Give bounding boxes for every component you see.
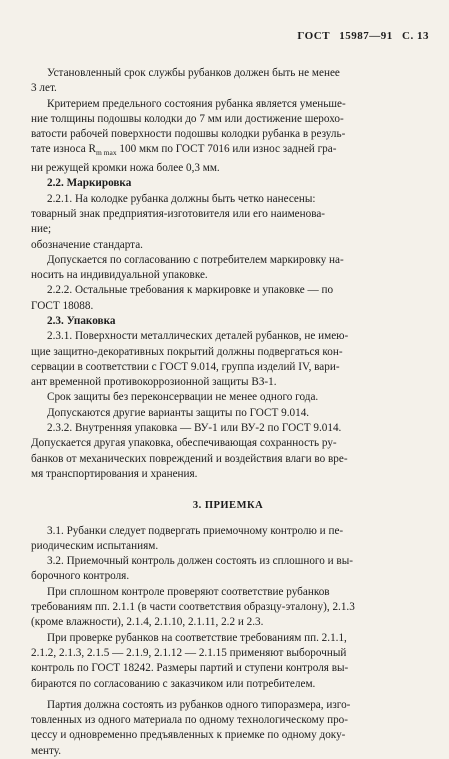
text-line: ни режущей кромки ножа более 0,3 мм. <box>31 162 220 175</box>
header-page: С. 13 <box>402 30 429 42</box>
text-line: Допускается по согласованию с потребителем маркировку на- <box>47 253 344 266</box>
text-line: Допускается другая упаковка, обеспечивающая сохранность ру- <box>31 437 337 450</box>
subscript: m max <box>95 148 117 158</box>
text-line: контроль по ГОСТ 18242. Размеры партий и ступени контроля вы- <box>31 662 349 675</box>
text-line: сервации в соответствии с ГОСТ 9.014, группа изделий IV, вари- <box>31 360 340 373</box>
text-line: 3.2. Приемочный контроль должен состоять из сплошного и вы- <box>47 555 353 568</box>
section-title-acceptance: 3. ПРИЕМКА <box>192 500 264 512</box>
text-line: Критерием предельного состояния рубанка является уменьше- <box>47 97 346 110</box>
document-body <box>31 66 425 759</box>
header-number: 15987—91 <box>339 30 393 42</box>
text-line: борочного контроля. <box>31 570 130 583</box>
text-fragment: 100 мкм по ГОСТ 7016 или износ задней гра- <box>116 143 337 156</box>
text-line: 2.1.2, 2.1.3, 2.1.5 — 2.1.9, 2.1.12 — 2.1.15 применяют выборочный <box>31 646 347 659</box>
text-line: ватости рабочей поверхности подошвы колодки рубанка в резуль- <box>31 128 346 141</box>
text-line: ГОСТ 18088. <box>31 299 94 312</box>
section-heading-marking: 2.2. Маркировка <box>47 177 132 190</box>
text-line: банков от механических повреждений и воздействия влаги во вре- <box>31 452 348 465</box>
text-line: носить на индивидуальной упаковке. <box>31 269 208 282</box>
text-line: При сплошном контроле проверяют соответствие рубанков <box>47 585 330 598</box>
text-line: ант временной противокоррозионной защиты ВЗ-1. <box>31 376 277 389</box>
text-line: ние; <box>31 223 52 236</box>
text-line: ние толщины подошвы колодки до 7 мм или достижение шерохо- <box>31 112 344 125</box>
header-standard: ГОСТ <box>297 30 331 42</box>
text-line: При проверке рубанков на соответствие требованиям пп. 2.1.1, <box>47 631 347 644</box>
text-line: мя транспортирования и хранения. <box>31 467 198 480</box>
text-line: 2.3.2. Внутренняя упаковка — ВУ-1 или ВУ-2 по ГОСТ 9.014. <box>47 422 342 435</box>
text-line: менту. <box>31 744 62 757</box>
text-line: бираются по согласованию с заказчиком или потребителем. <box>31 677 316 690</box>
text-line: щие защитно-декоративных покрытий должны подвергаться кон- <box>31 345 343 358</box>
text-line: товарный знак предприятия-изготовителя или его наименова- <box>31 207 326 220</box>
text-line: Партия должна состоять из рубанков одного типоразмера, изго- <box>47 698 351 711</box>
text-line: 3 лет. <box>31 82 57 95</box>
text-line: цессу и одновременно предъявленных к приемке по одному доку- <box>31 729 346 742</box>
text-fragment: тате износа R <box>31 143 96 156</box>
text-line: (кроме влажности), 2.1.4, 2.1.10, 2.1.11, 2.2 и 2.3. <box>31 616 264 629</box>
text-line: Срок защиты без переконсервации не менее одного года. <box>47 391 319 404</box>
page-header <box>291 30 429 42</box>
text-line: Допускаются другие варианты защиты по ГОСТ 9.014. <box>47 406 310 419</box>
text-line: требованиям пп. 2.1.1 (в части соответствия образцу-эталону), 2.1.3 <box>31 601 355 614</box>
text-line: риодическим испытаниям. <box>31 539 159 552</box>
text-line-formula <box>31 142 425 161</box>
text-line: обозначение стандарта. <box>31 238 143 251</box>
text-line: 2.3.1. Поверхности металлических деталей рубанков, не имею- <box>47 330 349 343</box>
text-line: товленных из одного материала по одному технологическому про- <box>31 714 348 727</box>
text-line: 3.1. Рубанки следует подвергать приемочному контролю и пе- <box>47 524 344 537</box>
text-line: 2.2.2. Остальные требования к маркировке и упаковке — по <box>47 284 334 297</box>
text-line: Установленный срок службы рубанков должен быть не менее <box>47 67 340 79</box>
section-heading-packing: 2.3. Упаковка <box>47 314 116 327</box>
text-line: 2.2.1. На колодке рубанка должны быть четко нанесены: <box>47 192 316 205</box>
